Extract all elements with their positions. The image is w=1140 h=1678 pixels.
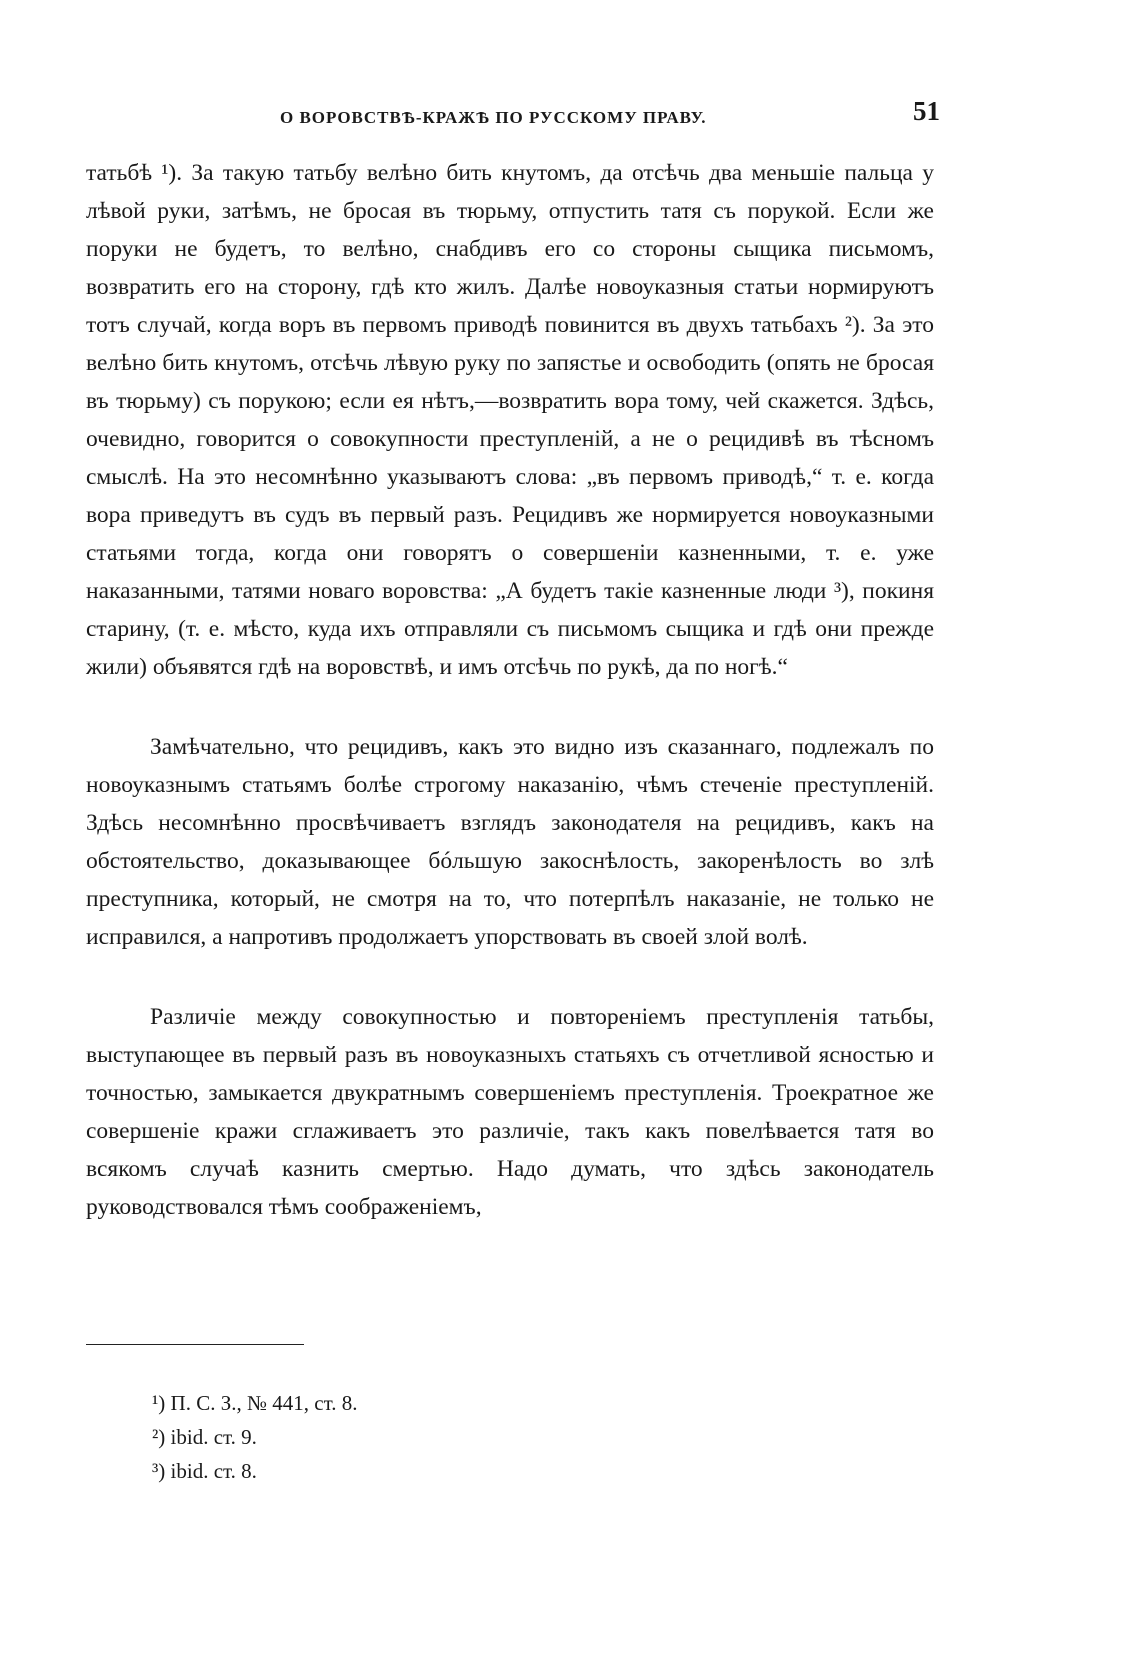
footnotes <box>152 1386 357 1488</box>
main-text <box>86 154 934 1226</box>
footnote-text: ibid. ст. 8. <box>170 1459 257 1483</box>
paragraph-3: Различіе между совокупностью и повтореніемъ преступленія татьбы, выступающее въ первый разъ въ новоуказныхъ статьяхъ съ отчетливой ясностью и точностью, замыкается двукратнымъ совершеніемъ преступленія. Троекратное же совершеніе кражи сглаживаетъ это различіе, такъ какъ повелѣвается татя во всякомъ случаѣ казнить смертью. Надо думать, что здѣсь законодатель руководствовался тѣмъ соображеніемъ, <box>86 1004 934 1220</box>
footnote-mark: ³) <box>152 1459 166 1483</box>
footnote-text: ibid. ст. 9. <box>170 1425 257 1449</box>
page-number: 51 <box>913 96 940 126</box>
footnote-divider <box>86 1344 304 1345</box>
footnote-3 <box>152 1454 357 1488</box>
footnote-text: П. С. З., № 441, ст. 8. <box>170 1391 358 1415</box>
footnote-mark: ²) <box>152 1425 166 1449</box>
footnote-2 <box>152 1420 357 1454</box>
footnote-1 <box>152 1386 357 1420</box>
paragraph-2: Замѣчательно, что рецидивъ, какъ это видно изъ сказаннаго, подлежалъ по новоуказнымъ статьямъ болѣе строгому наказанію, чѣмъ стеченіе преступленій. Здѣсь несомнѣнно просвѣчиваетъ взглядъ законодателя на рецидивъ, какъ на обстоятельство, доказывающее бóльшую закоснѣлость, закоренѣлость во злѣ преступника, который, не смотря на то, что потерпѣлъ наказаніе, не только не исправился, а напротивъ продолжаетъ упорствовать въ своей злой волѣ. <box>86 734 934 950</box>
footnote-mark: ¹) <box>152 1391 166 1415</box>
running-title: О ВОРОВСТВѢ-КРАЖѢ ПО РУССКОМУ ПРАВУ. <box>280 108 707 127</box>
paragraph-1: татьбѣ ¹). За такую татьбу велѣно бить кнутомъ, да отсѣчь два меньшіе пальца у лѣвой руки, затѣмъ, не бросая въ тюрьму, отпустить татя съ порукой. Если же поруки не будетъ, то велѣно, снабдивъ его со стороны сыщика письмомъ, возвратить его на сторону, гдѣ кто жилъ. Далѣе новоуказныя статьи нормируютъ тотъ случай, когда воръ въ первомъ приводѣ повинится въ двухъ татьбахъ ²). За это велѣно бить кнутомъ, отсѣчь лѣвую руку по запястье и освободить (опять не бросая въ тюрьму) съ порукою; если ея нѣтъ,—возвратить вора тому, чей скажется. Здѣсь, очевидно, говорится о совокупности преступленій, а не о рецидивѣ въ тѣсномъ смыслѣ. На это несомнѣнно указываютъ слова: „въ первомъ приводѣ,“ т. е. когда вора приведутъ въ судъ въ первый разъ. Рецидивъ же нормируется новоуказными статьями тогда, когда они говорятъ о совершеніи казненными, т. е. уже наказанными, татями новаго воровства: „А будетъ такіе казненные люди ³), покиня старину, (т. е. мѣсто, куда ихъ отправляли съ письмомъ сыщика и гдѣ они прежде жили) объявятся гдѣ на воровствѣ, и имъ отсѣчь по рукѣ, да по ногѣ.“ <box>86 160 934 680</box>
